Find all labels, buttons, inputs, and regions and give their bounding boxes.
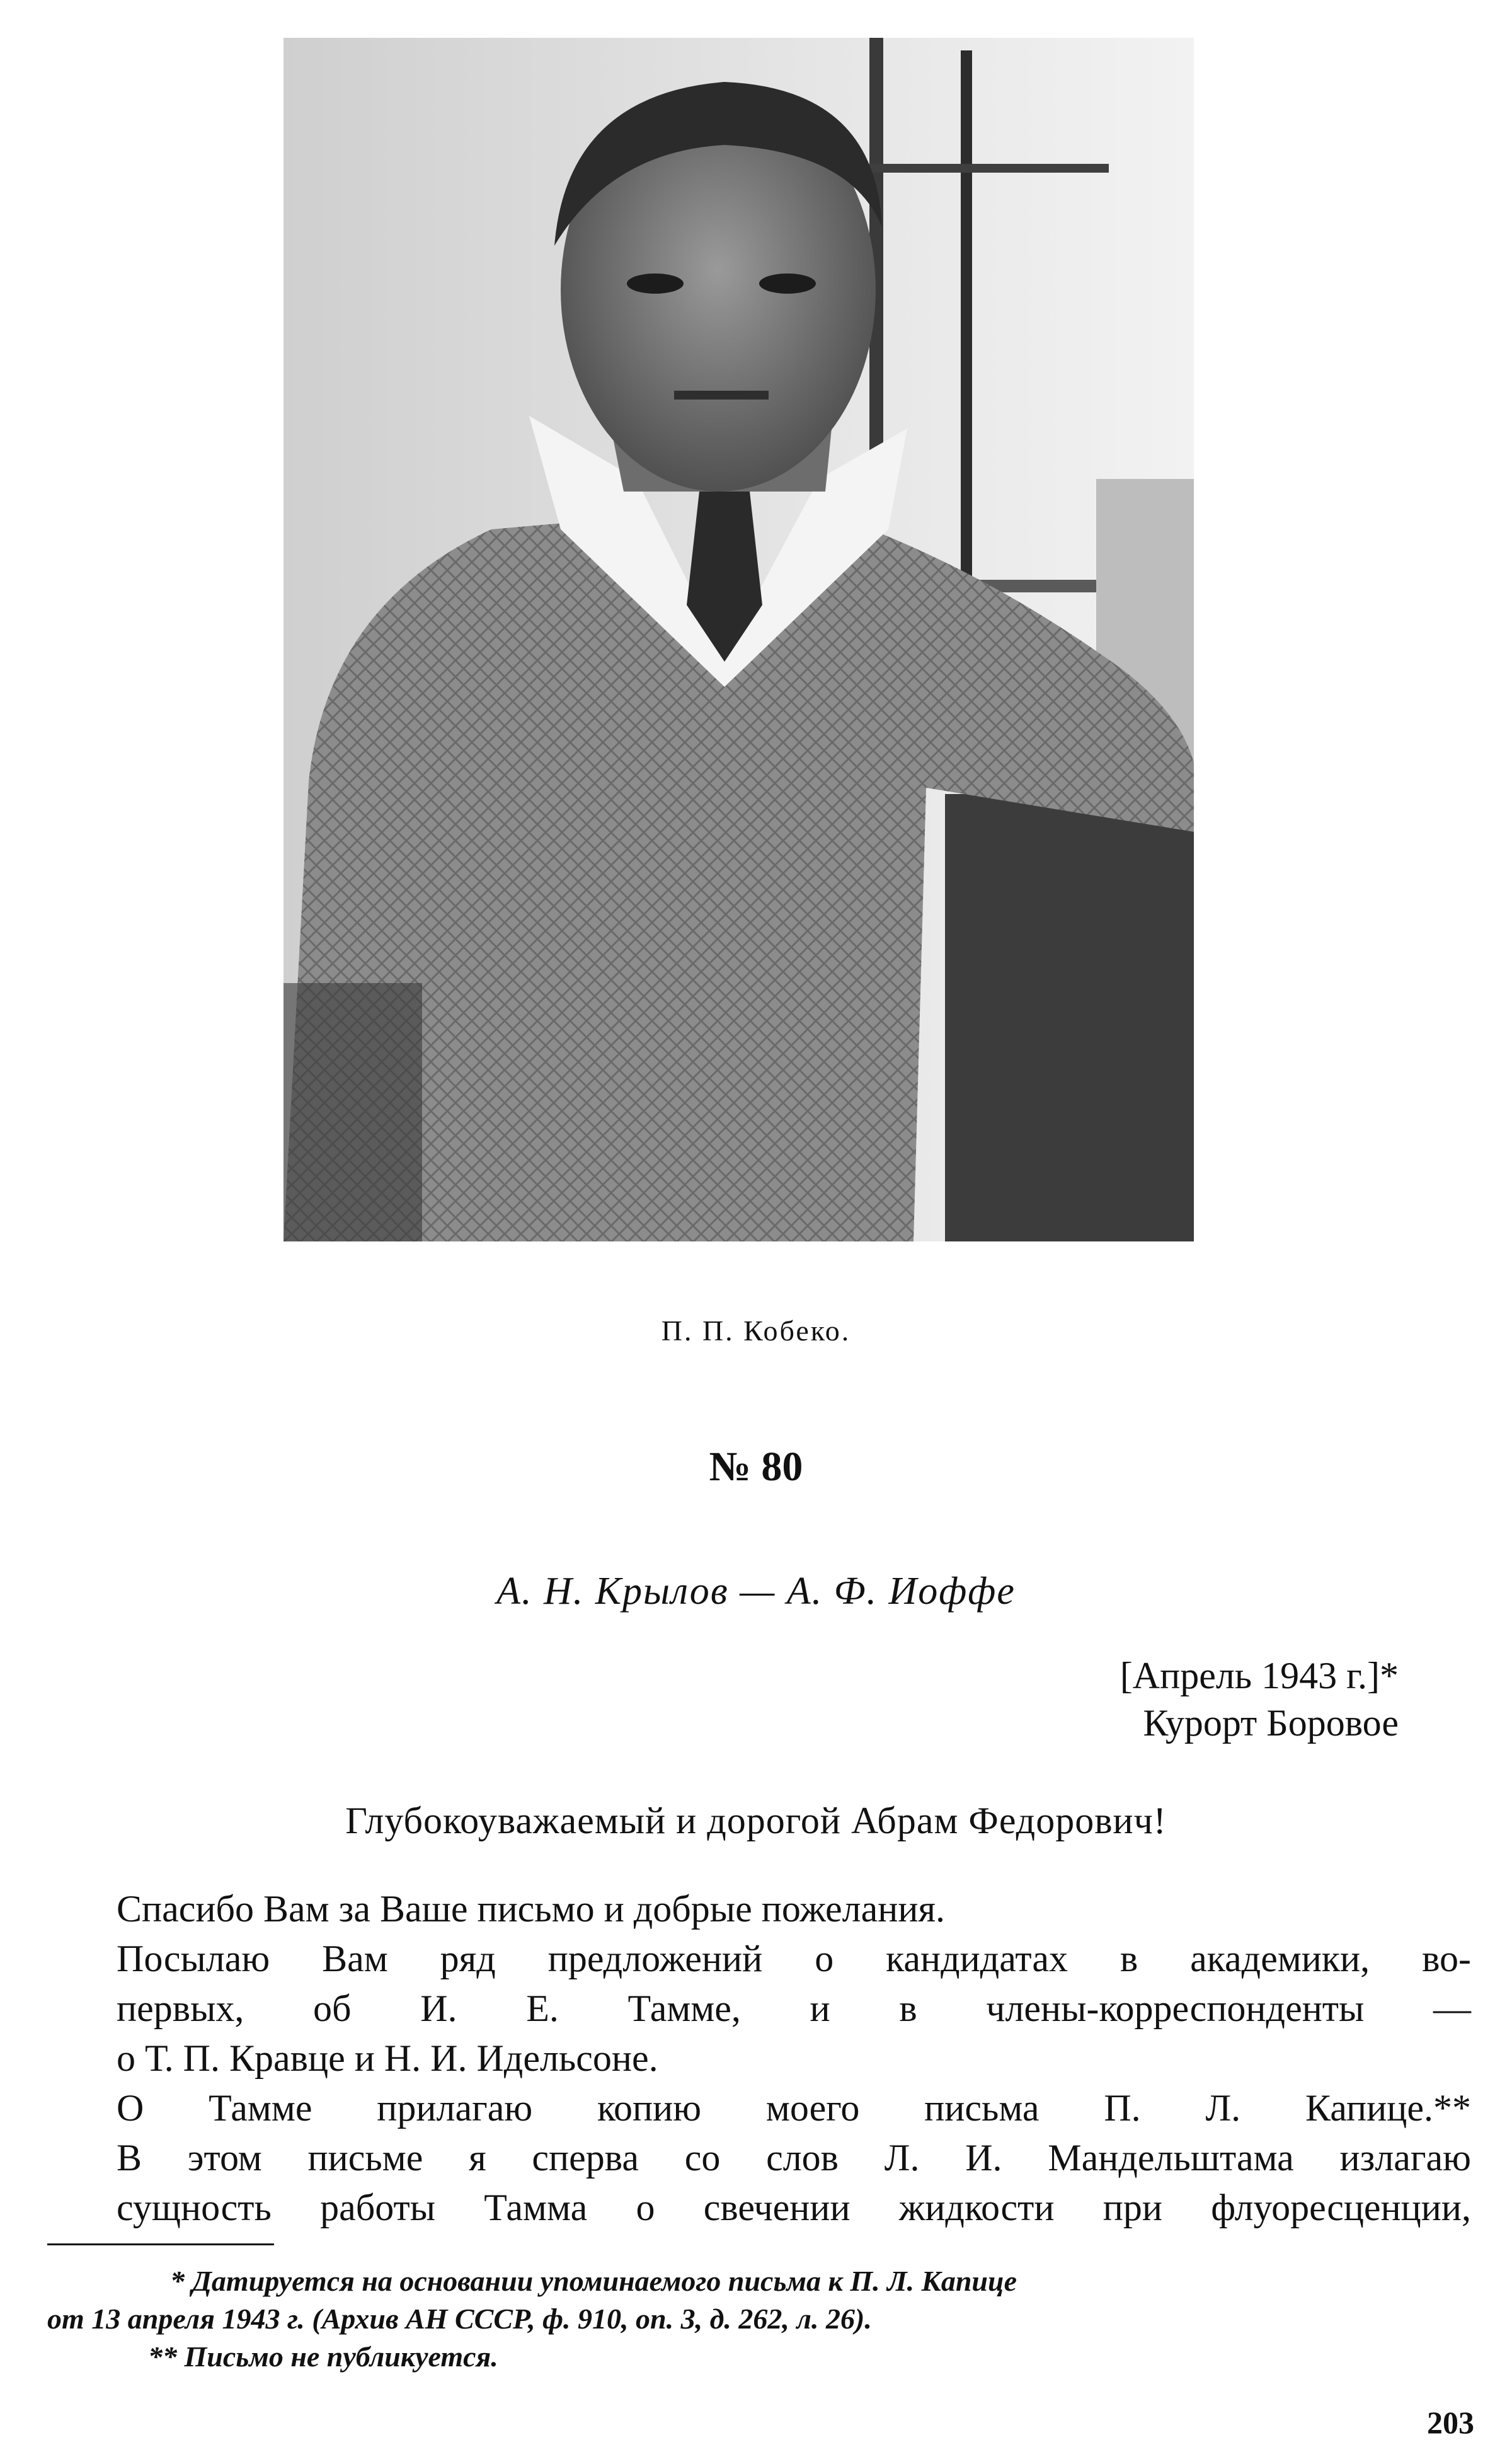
footnote-divider [47,2243,274,2245]
body-line: Спасибо Вам за Ваше письмо и добрые пожелания. [117,1888,946,1930]
footnotes [47,2262,1471,2376]
body-line: сущность работы Тамма о свечении жидкости при флуоресценции, [117,2187,1471,2228]
body-line: О Тамме прилагаю копию моего письма П. Л. Капице.** [117,2087,1471,2129]
correspondents-heading: А. Н. Крылов — А. Ф. Иоффе [496,1570,1016,1613]
salutation: Глубокоуважаемый и дорогой Абрам Федорович! [345,1800,1167,1841]
body-line: Посылаю Вам ряд предложений о кандидатах в академики, во- [117,1938,1471,1979]
body-line: В этом письме я сперва со слов Л. И. Мандельштама излагаю [117,2137,1471,2179]
photo-caption: П. П. Кобеко. [661,1315,851,1347]
letter-body [117,1884,1471,2233]
portrait-image [284,38,1194,1241]
body-line: о Т. П. Кравце и Н. И. Идельсоне. [117,2037,658,2079]
portrait-photo [284,38,1194,1241]
letter-place: Курорт Боровое [1143,1702,1399,1744]
letter-date: [Апрель 1943 г.]* [1120,1655,1399,1696]
footnote-line: ** Письмо не публикуется. [148,2340,498,2373]
document-number: № 80 [709,1444,803,1490]
body-line: первых, об И. Е. Тамме, и в члены-корреспонденты — [117,1988,1471,2029]
footnote-line: * Датируется на основании упоминаемого письма к П. Л. Капице [170,2265,1017,2297]
page-number: 203 [1427,2405,1474,2440]
footnote-line: от 13 апреля 1943 г. (Архив АН СССР, ф. 910, оп. 3, д. 262, л. 26). [47,2303,872,2335]
